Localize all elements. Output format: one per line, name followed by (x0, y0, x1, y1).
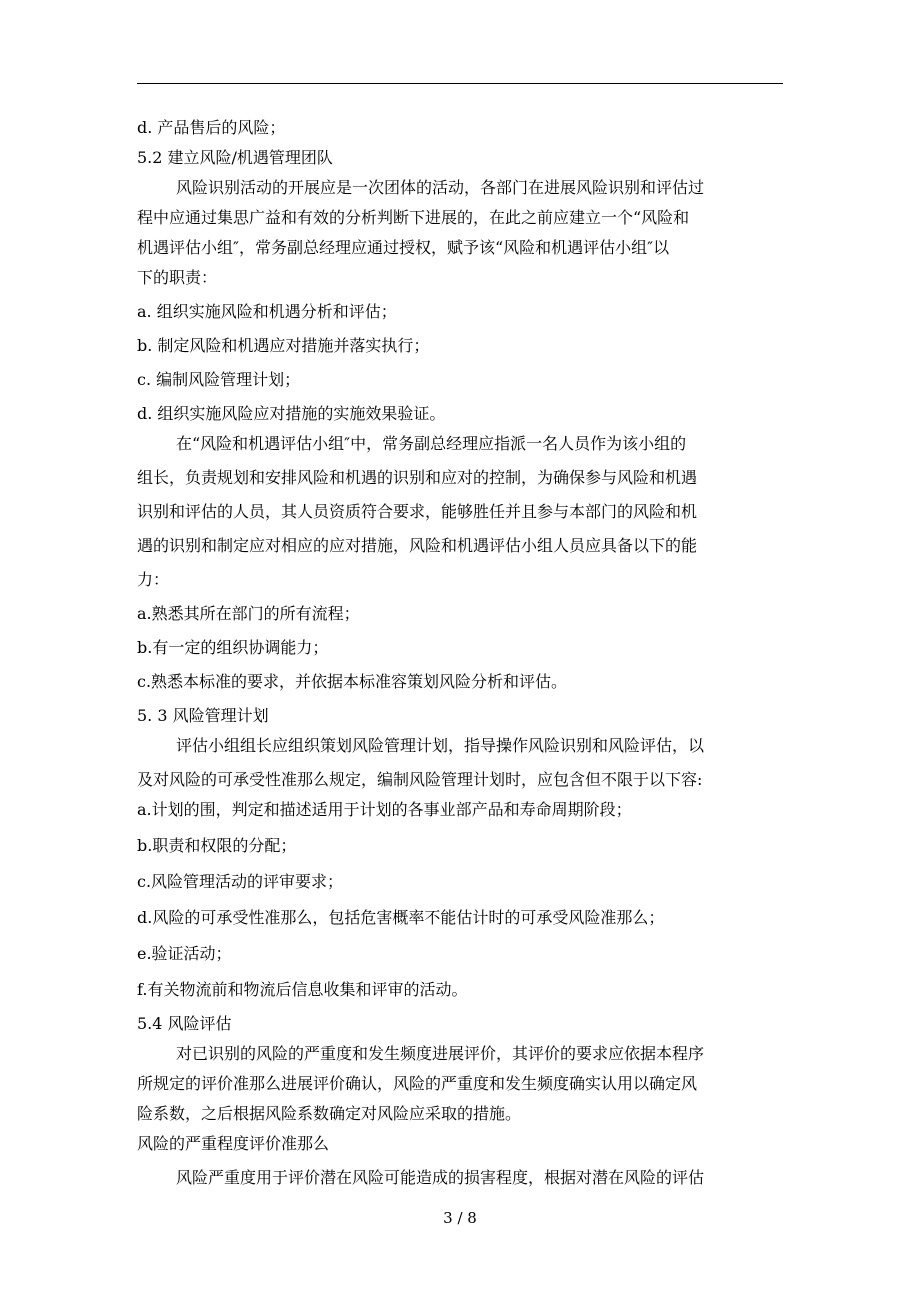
list-item: c.熟悉本标准的要求，并依据本标准容策划风险分析和评估。 (137, 672, 568, 691)
paragraph-line: 组长，负责规划和安排风险和机遇的识别和应对的控制，为确保参与风险和机遇 (137, 468, 698, 487)
paragraph-line: 及对风险的可承受性准那么规定，编制风险管理计划时，应包含但不限于以下容: (137, 770, 703, 789)
section-heading-5-4: 5.4 风险评估 (137, 1014, 232, 1033)
list-item: a.熟悉其所在部门的所有流程； (137, 604, 360, 623)
paragraph-line: 程中应通过集思广益和有效的分析判断下进展的，在此之前应建立一个“风险和 (137, 208, 690, 227)
paragraph-line: 风险严重度用于评价潜在风险可能造成的损害程度，根据对潜在风险的评估 (176, 1168, 705, 1187)
list-item: b.有一定的组织协调能力； (137, 638, 329, 657)
document-body (137, 113, 787, 1193)
subheading-severity-criteria: 风险的严重程度评价准那么 (137, 1134, 330, 1153)
list-item: b. 制定风险和机遇应对措施并落实执行； (137, 336, 430, 355)
paragraph-line: 在“风险和机遇评估小组″中，常务副总经理应指派一名人员作为该小组的 (176, 434, 687, 453)
section-heading-5-3: 5. 3 风险管理计划 (137, 706, 269, 725)
paragraph-line: 识别和评估的人员，其人员资质符合要求，能够胜任并且参与本部门的风险和机 (137, 502, 698, 521)
paragraph-line: 评估小组组长应组织策划风险管理计划，指导操作风险识别和风险评估，以 (176, 736, 705, 755)
list-item-after-sales-risk: d. 产品售后的风险； (137, 118, 286, 137)
paragraph-line: 机遇评估小组″，常务副总经理应通过授权，赋予该“风险和机遇评估小组″以 (137, 238, 670, 257)
paragraph-line: 下的职责： (137, 268, 218, 287)
paragraph-line: 遇的识别和制定应对相应的应对措施，风险和机遇评估小组人员应具备以下的能 (137, 536, 698, 555)
list-item: c.风险管理活动的评审要求； (137, 872, 344, 891)
list-item: a. 组织实施风险和机遇分析和评估； (137, 302, 397, 321)
paragraph-line: 力： (137, 570, 170, 589)
paragraph-line: 对已识别的风险的严重度和发生频度进展评价，其评价的要求应依据本程序 (176, 1044, 705, 1063)
section-heading-5-2: 5.2 建立风险/机遇管理团队 (137, 148, 333, 167)
page-number: 3 / 8 (443, 1209, 477, 1227)
list-item: c. 编制风险管理计划； (137, 370, 301, 389)
list-item: d.风险的可承受性准那么，包括危害概率不能估计时的可承受风险准那么； (137, 908, 665, 927)
paragraph-line: 险系数，之后根据风险系数确定对风险应采取的措施。 (137, 1104, 522, 1123)
list-item: b.职责和权限的分配； (137, 836, 297, 855)
list-item: d. 组织实施风险应对措施的实施效果验证。 (137, 404, 446, 423)
list-item: a.计划的围，判定和描述适用于计划的各事业部产品和寿命周期阶段； (137, 800, 632, 819)
header-rule (137, 83, 783, 84)
list-item: f.有关物流前和物流后信息收集和评审的活动。 (137, 980, 468, 999)
paragraph-line: 风险识别活动的开展应是一次团体的活动，各部门在进展风险识别和评估过 (176, 178, 705, 197)
list-item: e.验证活动； (137, 944, 232, 963)
paragraph-line: 所规定的评价准那么进展评价确认，风险的严重度和发生频度确实认用以确定风 (137, 1074, 698, 1093)
